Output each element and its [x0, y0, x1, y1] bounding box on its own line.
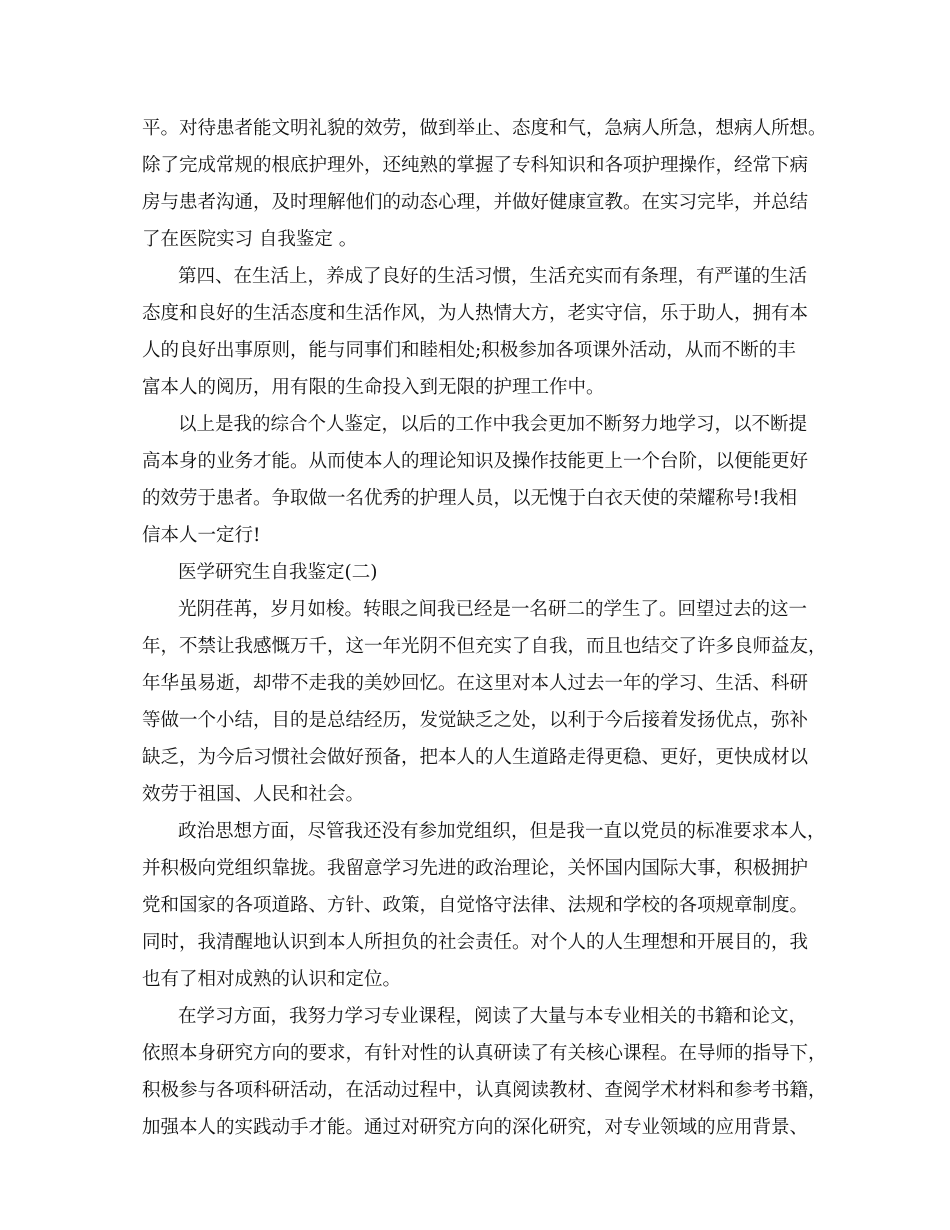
text-line: 同时，我清醒地认识到本人所担负的社会责任。对个人的人生理想和开展目的，我	[142, 932, 809, 953]
text-line: 了在医院实习 自我鉴定 。	[142, 229, 358, 250]
text-line: 除了完成常规的根底护理外，还纯熟的掌握了专科知识和各项护理操作，经常下病	[142, 155, 809, 176]
text-line: 效劳于祖国、人民和社会。	[142, 784, 365, 805]
paragraph-first-line: 在学习方面，我努力学习专业课程，阅读了大量与本专业相关的书籍和论文，	[178, 1006, 808, 1027]
text-line: 高本身的业务才能。从而使本人的理论知识及操作技能更上一个台阶，以便能更好	[142, 451, 809, 472]
text-line: 党和国家的各项道路、方针、政策，自觉恪守法律、法规和学校的各项规章制度。	[142, 895, 809, 916]
text-line: 依照本身研究方向的要求，有针对性的认真研读了有关核心课程。在导师的指导下，	[142, 1043, 827, 1064]
text-line: 态度和良好的生活态度和生活作风，为人热情大方，老实守信，乐于助人，拥有本	[142, 303, 809, 324]
paragraph-first-line: 光阴荏苒，岁月如梭。转眼之间我已经是一名研二的学生了。回望过去的这一	[178, 599, 808, 620]
text-line: 人的良好出事原则，能与同事们和睦相处;积极参加各项课外活动，从而不断的丰	[142, 340, 796, 361]
text-line: 信本人一定行!	[142, 525, 261, 546]
paragraph-first-line: 政治思想方面，尽管我还没有参加党组织，但是我一直以党员的标准要求本人，	[178, 821, 826, 842]
paragraph-first-line: 以上是我的综合个人鉴定，以后的工作中我会更加不断努力地学习，以不断提	[178, 414, 808, 435]
text-line: 积极参与各项科研活动，在活动过程中，认真阅读教材、查阅学术材料和参考书籍，	[142, 1080, 827, 1101]
text-line: 年，不禁让我感慨万千，这一年光阴不但充实了自我，而且也结交了许多良师益友，	[142, 636, 827, 657]
text-line: 等做一个小结，目的是总结经历，发觉缺乏之处，以利于今后接着发扬优点，弥补	[142, 710, 809, 731]
section-heading: 医学研究生自我鉴定(二)	[178, 562, 378, 583]
text-line: 并积极向党组织靠拢。我留意学习先进的政治理论，关怀国内国际大事，积极拥护	[142, 858, 809, 879]
text-line: 房与患者沟通，及时理解他们的动态心理，并做好健康宣教。在实习完毕，并总结	[142, 192, 809, 213]
text-line: 也有了相对成熟的认识和定位。	[142, 969, 402, 990]
text-line: 的效劳于患者。争取做一名优秀的护理人员，以无愧于白衣天使的荣耀称号!我相	[142, 488, 797, 509]
text-line: 平。对待患者能文明礼貌的效劳，做到举止、态度和气，急病人所急，想病人所想。	[142, 118, 827, 139]
text-line: 年华虽易逝，却带不走我的美妙回忆。在这里对本人过去一年的学习、生活、科研	[142, 673, 809, 694]
text-line: 富本人的阅历，用有限的生命投入到无限的护理工作中。	[142, 377, 605, 398]
paragraph-first-line: 第四、在生活上，养成了良好的生活习惯，生活充实而有条理，有严谨的生活	[178, 266, 808, 287]
text-line: 加强本人的实践动手才能。通过对研究方向的深化研究，对专业领域的应用背景、	[142, 1117, 809, 1138]
text-line: 缺乏，为今后习惯社会做好预备，把本人的人生道路走得更稳、更好，更快成材以	[142, 747, 809, 768]
